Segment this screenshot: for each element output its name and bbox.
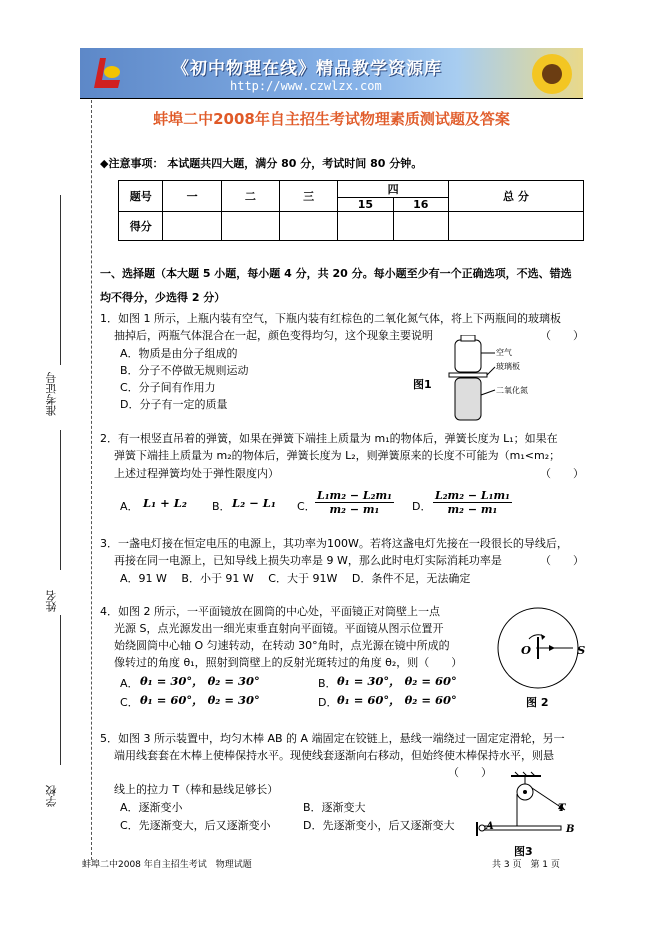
figure-1-caption: 图1 <box>413 378 432 391</box>
q5-option-c: C．先逐渐变大，后又逐渐变小 <box>120 819 271 832</box>
name-line <box>60 430 61 570</box>
q1-line-2: 抽掉后，两瓶气体混合在一起，颜色变得均匀，这个现象主要说明 <box>114 329 433 342</box>
cell-header-2: 二 <box>221 181 279 212</box>
cell-header-label: 题号 <box>119 181 163 212</box>
figure-3-b-label: B <box>566 824 575 835</box>
cell-sub-15: 15 <box>338 198 393 212</box>
q3-options: A．91 W B．小于 91 W C．大于 91W D．条件不足，无法确定 <box>120 572 471 585</box>
school-line <box>60 615 61 765</box>
q3-line-1: 3．一盏电灯接在恒定电压的电源上，其功率为100W。若将这盏电灯先接在一段很长的导线后， <box>100 537 568 550</box>
q2-line-2: 弹簧下端挂上质量为 m₂的物体后，弹簧长度为 L₂，则弹簧原来的长度不可能为（m₁<m₂； <box>114 449 561 462</box>
q4-option-c: θ₁ = 60°， θ₂ = 30° <box>140 693 260 707</box>
cell-header-total: 总 分 <box>448 181 583 212</box>
figure-3-caption: 图3 <box>514 845 533 858</box>
q2-option-d <box>433 489 512 516</box>
q5-answer-paren: （ ） <box>448 766 492 779</box>
q4-line-3: 始绕圆筒中心轴 O 匀速转动，在转动 30°角时，点光源在镜中所成的 <box>114 639 450 652</box>
q2-option-c <box>315 489 394 516</box>
q4-line-2: 光源 S，点光源发出一细光束垂直射向平面镜。平面镜从图示位置开 <box>114 622 444 635</box>
q2-answer-paren: （ ） <box>540 467 584 480</box>
q2-option-c-label: C． <box>297 500 316 513</box>
exam-no-line <box>60 195 61 365</box>
figure-2-o-label: O <box>521 643 532 657</box>
section1-header-1: 一、选择题（本大题 5 小题，每小题 4 分，共 20 分。每小题至少有一个正确选项，不选、错选 <box>100 267 572 280</box>
cell-header-3: 三 <box>279 181 337 212</box>
q5-line-1: 5．如图 3 所示装置中，均匀木棒 AB 的 A 端固定在铰链上，悬线一端绕过一固定定滑轮，另一 <box>100 732 565 745</box>
cell-score-15 <box>338 212 393 241</box>
q5-line-3: 线上的拉力 T（棒和悬线足够长） <box>114 783 279 796</box>
cell-score-3 <box>279 212 337 241</box>
section1-header-2: 均不得分，少选得 2 分） <box>100 291 226 304</box>
q2-option-c-numerator: L₁m₂ − L₂m₁ <box>317 489 392 502</box>
banner-url: http://www.czwlzx.com <box>230 79 382 93</box>
q2-option-a: L₁ + L₂ <box>143 496 187 510</box>
exam-no-label: 准考证号 <box>45 372 58 416</box>
q2-option-d-numerator: L₂m₂ − L₁m₁ <box>435 489 510 502</box>
cell-score-16 <box>393 212 448 241</box>
binding-line <box>91 100 92 860</box>
q4-option-c-label: C． <box>120 696 139 709</box>
q2-option-b-label: B． <box>212 500 231 513</box>
q1-answer-paren: （ ） <box>540 329 584 342</box>
figure-2-caption: 图 2 <box>526 696 549 709</box>
q1-option-b: B．分子不停做无规则运动 <box>120 364 249 377</box>
cell-score-1 <box>163 212 221 241</box>
cell-sub-16: 16 <box>393 198 448 212</box>
q4-option-b: θ₁ = 30°， θ₂ = 60° <box>337 674 457 688</box>
q3-line-2: 再接在同一电源上，已知导线上损失功率是 9 W，那么此时电灯实际消耗功率是 <box>114 554 502 567</box>
sunflower-icon <box>530 52 574 96</box>
cell-score-2 <box>221 212 279 241</box>
score-table <box>118 180 584 241</box>
cell-score-label: 得分 <box>119 212 163 241</box>
q4-option-d-label: D． <box>318 696 338 709</box>
banner-title: 《初中物理在线》精品教学资源库 <box>172 59 442 79</box>
q1-line-1: 1．如图 1 所示，上瓶内装有空气，下瓶内装有红棕色的二氧化氮气体，将上下两瓶间的玻璃板 <box>100 312 561 325</box>
q4-line-1: 4．如图 2 所示，一平面镜放在圆筒的中心处，平面镜正对筒壁上一点 <box>100 605 440 618</box>
q3-answer-paren: （ ） <box>540 554 584 567</box>
notice: ◆注意事项： 本试题共四大题，满分 80 分，考试时间 80 分钟。 <box>100 157 423 170</box>
q4-line-4: 像转过的角度 θ₁，照射到筒壁上的反射光斑转过的角度 θ₂，则（ ） <box>114 656 463 669</box>
figure-1-no2-label: 二氧化氮 <box>496 386 528 395</box>
logo-icon <box>90 54 124 92</box>
q2-line-3: 上述过程弹簧均处于弹性限度内） <box>114 467 279 480</box>
figure-3-t-label: T <box>558 803 566 814</box>
name-label: 姓名 <box>45 590 58 612</box>
figure-3-a-label: A <box>486 821 494 832</box>
q1-option-d: D．分子有一定的质量 <box>120 398 228 411</box>
figure-1-glass-label: 玻璃板 <box>496 362 520 371</box>
header-rule <box>80 98 583 99</box>
q4-option-a: θ₁ = 30°， θ₂ = 30° <box>140 674 260 688</box>
figure-2-cylinder <box>495 605 585 695</box>
q5-option-d: D．先逐渐变小，后又逐渐变大 <box>303 819 455 832</box>
header-banner <box>80 48 583 98</box>
footer-left: 蚌埠二中2008 年自主招生考试 物理试题 <box>82 860 252 870</box>
page-title: 蚌埠二中2008年自主招生考试物理素质测试题及答案 <box>153 110 510 128</box>
q2-option-d-denominator: m₂ − m₁ <box>447 503 498 516</box>
q5-option-b: B．逐渐变大 <box>303 801 366 814</box>
q2-option-a-label: A． <box>120 500 139 513</box>
q4-option-a-label: A． <box>120 677 139 690</box>
q1-option-a: A．物质是由分子组成的 <box>120 347 238 360</box>
figure-2-s-label: S <box>577 643 586 657</box>
q2-line-1: 2．有一根竖直吊着的弹簧，如果在弹簧下端挂上质量为 m₁的物体后，弹簧长度为 L₁；如果在 <box>100 432 558 445</box>
q2-option-d-label: D． <box>412 500 432 513</box>
footer-page: 共 3 页 第 1 页 <box>492 860 560 870</box>
q5-option-a: A．逐渐变小 <box>120 801 183 814</box>
q4-option-b-label: B． <box>318 677 337 690</box>
q2-option-b: L₂ − L₁ <box>232 496 276 510</box>
school-label: 学校 <box>45 785 58 807</box>
q1-option-c: C．分子间有作用力 <box>120 381 216 394</box>
q5-line-2: 端用线套套在木棒上使棒保持水平。现使线套逐渐向右移动，但始终使木棒保持水平，则悬 <box>114 749 554 762</box>
cell-header-1: 一 <box>163 181 221 212</box>
cell-score-total <box>448 212 583 241</box>
figure-1-air-label: 空气 <box>496 348 512 357</box>
q2-option-c-denominator: m₂ − m₁ <box>329 503 380 516</box>
cell-header-4: 四 <box>338 181 449 198</box>
q4-option-d: θ₁ = 60°， θ₂ = 60° <box>337 693 457 707</box>
